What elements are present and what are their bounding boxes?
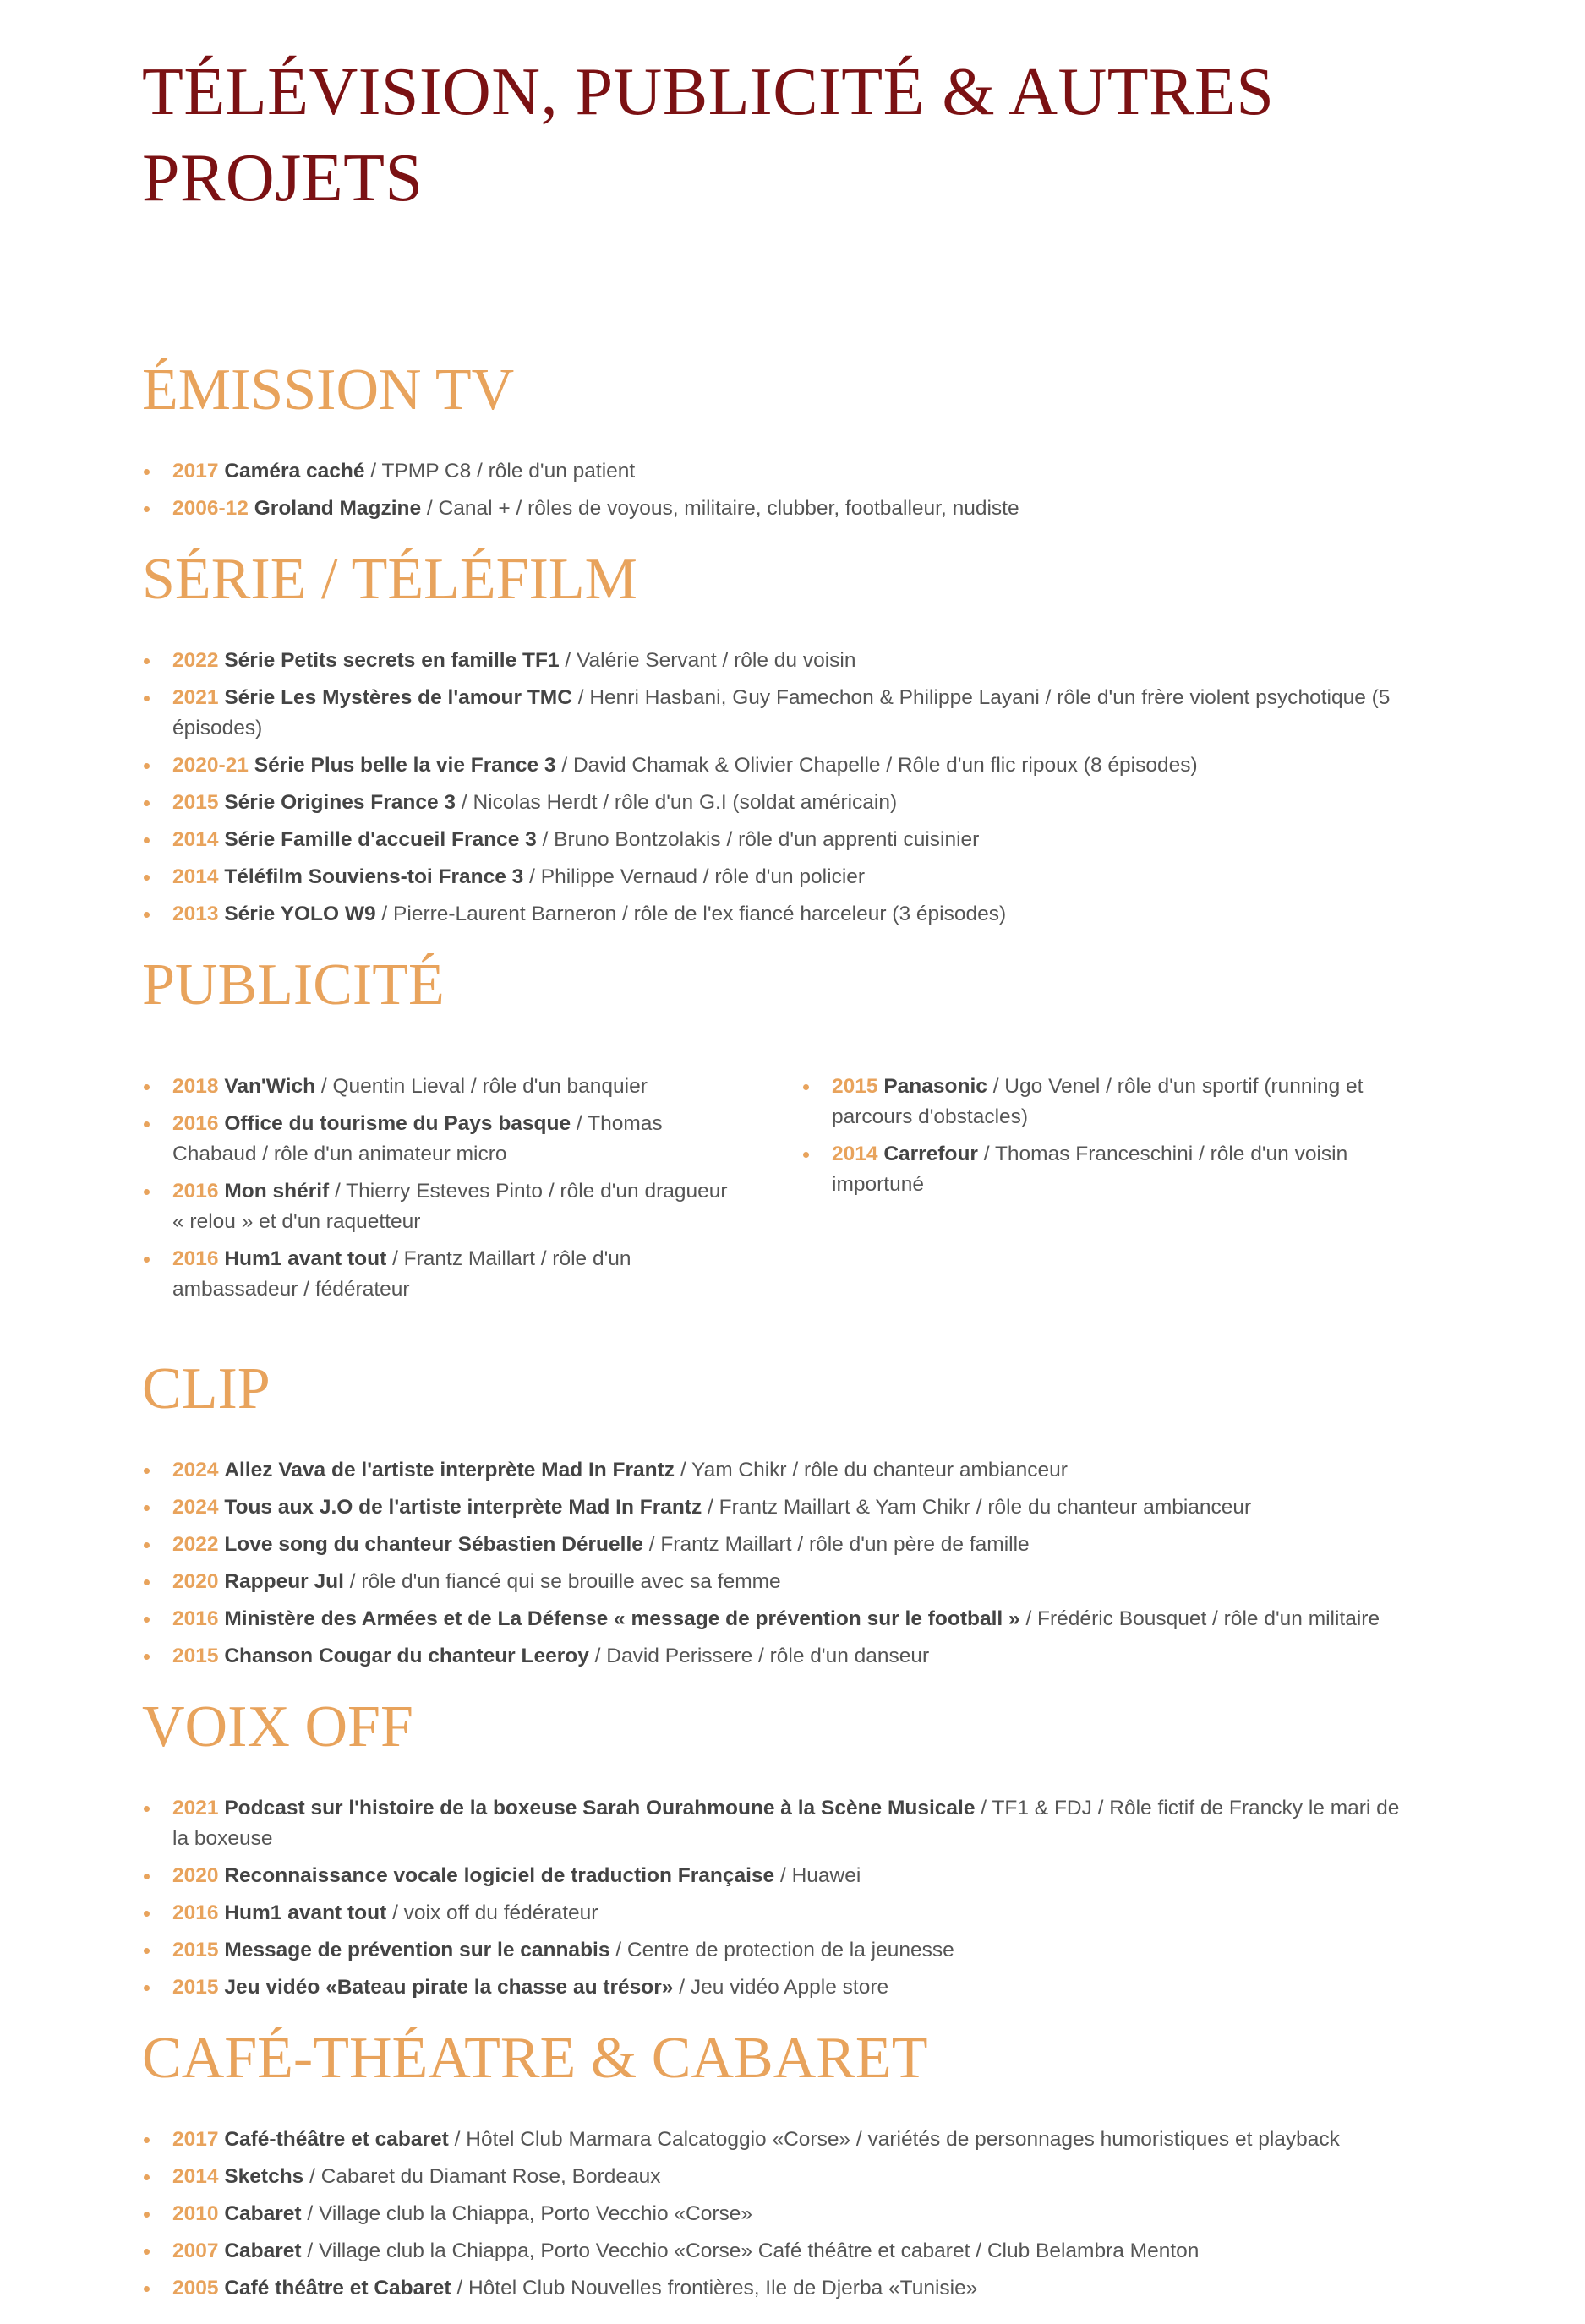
item-title: Série Famille d'accueil France 3: [224, 828, 537, 851]
list-item: [142, 750, 1402, 781]
item-details: / TF1 & FDJ / Rôle fictif de Francky le mari de la boxeuse: [172, 1797, 1400, 1850]
list-item: [142, 1972, 1402, 2003]
item-year: 2015: [172, 1976, 219, 1999]
item-year: 2016: [172, 1607, 219, 1630]
item-details: / Yam Chikr / rôle du chanteur ambianceur: [675, 1459, 1068, 1481]
item-details: / Huawei: [774, 1864, 861, 1887]
section-emission-tv: [142, 357, 1402, 524]
item-title: Reconnaissance vocale logiciel de traduction Française: [224, 1864, 775, 1887]
item-year: 2016: [172, 1247, 219, 1270]
item-title: Office du tourisme du Pays basque: [224, 1112, 571, 1135]
item-year: 2022: [172, 649, 219, 672]
item-title: Groland Magzine: [254, 497, 422, 520]
list-item: [142, 1861, 1402, 1891]
list-item: [142, 1793, 1402, 1854]
list-item: [142, 2162, 1402, 2192]
item-details: / Canal + / rôles de voyous, militaire, clubber, footballeur, nudiste: [421, 497, 1019, 520]
item-details: / Village club la Chiappa, Porto Vecchio «Corse» Café théâtre et cabaret / Club Belambra Menton: [301, 2239, 1200, 2262]
list-item: [142, 683, 1402, 744]
item-title: Tous aux J.O de l'artiste interprète Mad In Frantz: [224, 1496, 702, 1519]
item-year: 2015: [172, 1939, 219, 1961]
list-item: [142, 899, 1402, 930]
item-title: Ministère des Armées et de La Défense « message de prévention sur le football »: [224, 1607, 1020, 1630]
list-item: [142, 1530, 1402, 1560]
item-title: Café-théâtre et cabaret: [224, 2128, 449, 2151]
item-title: Café théâtre et Cabaret: [224, 2277, 451, 2299]
item-details: / David Perissere / rôle d'un danseur: [588, 1645, 930, 1667]
item-year: 2005: [172, 2277, 219, 2299]
item-title: Série YOLO W9: [224, 903, 376, 925]
item-details: / rôle d'un fiancé qui se brouille avec sa femme: [343, 1570, 781, 1593]
item-details: / David Chamak & Olivier Chapelle / Rôle d'un flic ripoux (8 épisodes): [555, 754, 1198, 777]
item-title: Sketchs: [224, 2165, 304, 2188]
item-title: Série Plus belle la vie France 3: [254, 754, 556, 777]
list-item: [142, 862, 1402, 892]
item-title: Love song du chanteur Sébastien Déruelle: [224, 1533, 643, 1556]
list-item: [142, 1604, 1402, 1634]
page-content: [142, 49, 1402, 2310]
section-title-cafe-theatre: CAFÉ-THÉATRE & CABARET: [142, 2026, 928, 2091]
list-item: [142, 2273, 1402, 2304]
item-details: / Valérie Servant / rôle du voisin: [559, 649, 856, 672]
list-item: [142, 494, 1402, 524]
item-year: 2016: [172, 1901, 219, 1924]
item-details: / TPMP C8 / rôle d'un patient: [364, 460, 636, 483]
item-title: Allez Vava de l'artiste interprète Mad In Frantz: [224, 1459, 675, 1481]
item-year: 2020: [172, 1570, 219, 1593]
item-year: 2006-12: [172, 497, 249, 520]
section-cafe-theatre: [142, 2025, 1402, 2304]
list-item: [142, 1072, 742, 1102]
item-details: / Frantz Maillart & Yam Chikr / rôle du chanteur ambianceur: [702, 1496, 1252, 1519]
item-year: 2022: [172, 1533, 219, 1556]
section-title-publicite: PUBLICITÉ: [142, 952, 445, 1017]
voix-off-list: [142, 1793, 1402, 2003]
item-title: Jeu vidéo «Bateau pirate la chasse au trésor»: [224, 1976, 674, 1999]
item-details: / Henri Hasbani, Guy Famechon & Philippe Layani / rôle d'un frère violent psychotique (5 épisodes): [172, 686, 1391, 739]
item-details: / Hôtel Club Marmara Calcatoggio «Corse» / variétés de personnages humoristiques et playback: [448, 2128, 1340, 2151]
item-year: 2015: [832, 1075, 878, 1098]
emission-tv-list: [142, 456, 1402, 524]
serie-telefilm-list: [142, 646, 1402, 930]
item-details: / Bruno Bontzolakis / rôle d'un apprenti cuisinier: [536, 828, 980, 851]
item-year: 2015: [172, 791, 219, 814]
item-title: Cabaret: [224, 2202, 302, 2225]
item-year: 2021: [172, 1797, 219, 1819]
item-year: 2020: [172, 1864, 219, 1887]
item-details: / voix off du fédérateur: [386, 1901, 598, 1924]
list-item: [801, 1072, 1402, 1132]
item-title: Carrefour: [883, 1143, 978, 1165]
item-year: 2015: [172, 1645, 219, 1667]
list-item: [142, 1244, 742, 1305]
item-year: 2024: [172, 1459, 219, 1481]
item-year: 2017: [172, 2128, 219, 2151]
item-details: / Frédéric Bousquet / rôle d'un militaire: [1019, 1607, 1380, 1630]
item-title: Série Origines France 3: [224, 791, 456, 814]
list-item: [142, 2125, 1402, 2155]
list-item: [142, 1898, 1402, 1928]
item-details: / Nicolas Herdt / rôle d'un G.I (soldat américain): [456, 791, 898, 814]
item-title: Van'Wich: [224, 1075, 316, 1098]
item-year: 2024: [172, 1496, 219, 1519]
item-year: 2007: [172, 2239, 219, 2262]
section-voix-off: [142, 1694, 1402, 2003]
publicite-list-right: [801, 1072, 1402, 1312]
item-title: Podcast sur l'histoire de la boxeuse Sarah Ourahmoune à la Scène Musicale: [224, 1797, 976, 1819]
item-year: 2017: [172, 460, 219, 483]
section-serie-telefilm: [142, 546, 1402, 930]
item-title: Chanson Cougar du chanteur Leeroy: [224, 1645, 589, 1667]
item-title: Série Petits secrets en famille TF1: [224, 649, 560, 672]
list-item: [142, 2199, 1402, 2229]
publicite-columns: [142, 1072, 1402, 1312]
item-details: / Village club la Chiappa, Porto Vecchio «Corse»: [301, 2202, 752, 2225]
item-title: Message de prévention sur le cannabis: [224, 1939, 610, 1961]
item-year: 2014: [832, 1143, 878, 1165]
section-title-voix-off: VOIX OFF: [142, 1694, 413, 1759]
section-title-serie-telefilm: SÉRIE / TÉLÉFILM: [142, 547, 637, 612]
item-title: Série Les Mystères de l'amour TMC: [224, 686, 572, 709]
list-item: [142, 1641, 1402, 1672]
item-title: Téléfilm Souviens-toi France 3: [224, 865, 524, 888]
item-year: 2020-21: [172, 754, 249, 777]
item-year: 2016: [172, 1180, 219, 1203]
item-year: 2018: [172, 1075, 219, 1098]
cafe-theatre-list: [142, 2125, 1402, 2304]
item-details: / Centre de protection de la jeunesse: [609, 1939, 954, 1961]
item-details: / Philippe Vernaud / rôle d'un policier: [523, 865, 866, 888]
list-item: [142, 1567, 1402, 1597]
section-publicite: [142, 952, 1402, 1312]
publicite-list-left: [142, 1072, 742, 1312]
item-details: / Ugo Venel / rôle d'un sportif (running et parcours d'obstacles): [832, 1075, 1364, 1128]
list-item: [142, 1109, 742, 1170]
item-title: Rappeur Jul: [224, 1570, 344, 1593]
item-details: / Quentin Lieval / rôle d'un banquier: [315, 1075, 648, 1098]
item-year: 2014: [172, 865, 219, 888]
item-title: Hum1 avant tout: [224, 1247, 387, 1270]
list-item: [142, 1455, 1402, 1486]
section-title-emission-tv: ÉMISSION TV: [142, 357, 515, 423]
list-item: [801, 1139, 1402, 1200]
section-title-clip: CLIP: [142, 1356, 271, 1421]
item-details: / Thomas Chabaud / rôle d'un animateur micro: [172, 1112, 663, 1165]
list-item: [142, 825, 1402, 855]
item-year: 2010: [172, 2202, 219, 2225]
item-year: 2021: [172, 686, 219, 709]
item-details: / Cabaret du Diamant Rose, Bordeaux: [303, 2165, 661, 2188]
list-item: [142, 1935, 1402, 1966]
list-item: [142, 646, 1402, 676]
list-item: [142, 1492, 1402, 1523]
item-details: / Frantz Maillart / rôle d'un père de famille: [642, 1533, 1030, 1556]
clip-list: [142, 1455, 1402, 1672]
list-item: [142, 1176, 742, 1237]
page-title: TÉLÉVISION, PUBLICITÉ & AUTRES PROJETS: [142, 55, 1275, 215]
item-title: Hum1 avant tout: [224, 1901, 387, 1924]
item-details: / Frantz Maillart / rôle d'un ambassadeur / fédérateur: [172, 1247, 631, 1301]
item-title: Panasonic: [883, 1075, 987, 1098]
item-details: / Hôtel Club Nouvelles frontières, Ile de Djerba «Tunisie»: [451, 2277, 978, 2299]
list-item: [142, 2236, 1402, 2267]
item-year: 2013: [172, 903, 219, 925]
list-item: [142, 788, 1402, 818]
item-title: Mon shérif: [224, 1180, 330, 1203]
list-item: [142, 456, 1402, 487]
item-details: / Thierry Esteves Pinto / rôle d'un dragueur « relou » et d'un raquetteur: [172, 1180, 728, 1233]
item-year: 2014: [172, 2165, 219, 2188]
section-clip: [142, 1356, 1402, 1672]
item-details: / Thomas Franceschini / rôle d'un voisin importuné: [832, 1143, 1348, 1196]
item-year: 2016: [172, 1112, 219, 1135]
item-details: / Jeu vidéo Apple store: [673, 1976, 889, 1999]
item-title: Cabaret: [224, 2239, 302, 2262]
item-details: / Pierre-Laurent Barneron / rôle de l'ex fiancé harceleur (3 épisodes): [375, 903, 1007, 925]
item-title: Caméra caché: [224, 460, 365, 483]
item-year: 2014: [172, 828, 219, 851]
